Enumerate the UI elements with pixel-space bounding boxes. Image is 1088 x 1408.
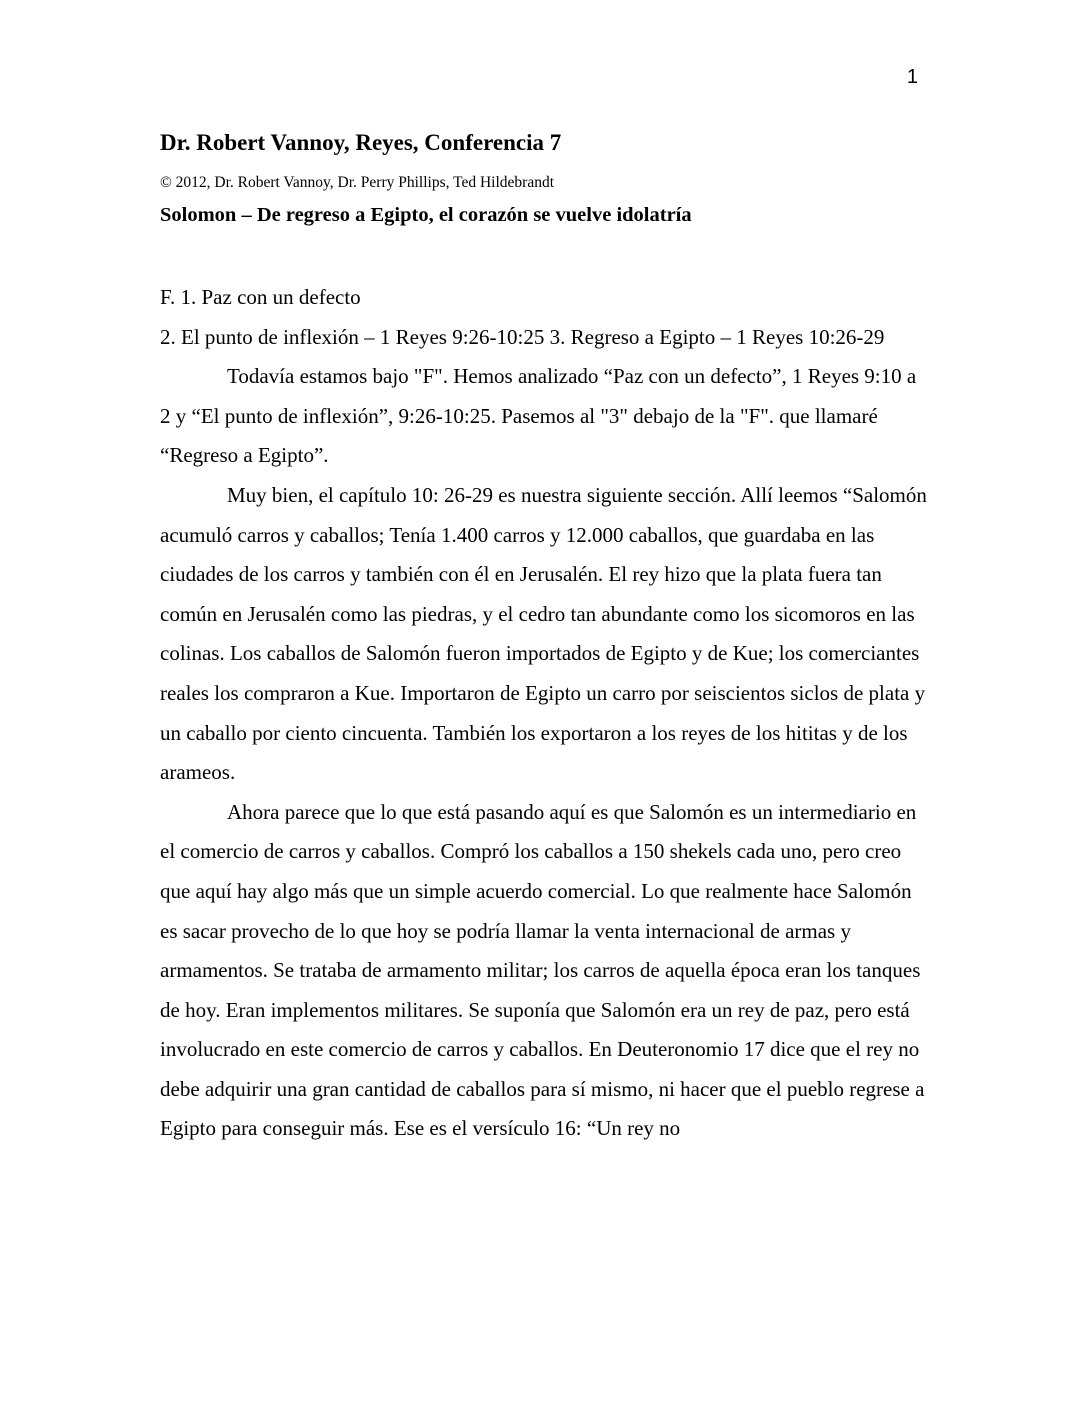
document-subtitle: Solomon – De regreso a Egipto, el corazón se vuelve idolatría (160, 204, 692, 226)
outline (160, 278, 930, 357)
copyright-line: © 2012, Dr. Robert Vannoy, Dr. Perry Phillips, Ted Hildebrandt (160, 174, 555, 191)
outline-item: F. 1. Paz con un defecto (160, 285, 361, 309)
document-title: Dr. Robert Vannoy, Reyes, Conferencia 7 (160, 130, 562, 155)
body-paragraph: Ahora parece que lo que está pasando aquí es que Salomón es un intermediario en el comercio de carros y caballos. Compró los caballos a 150 shekels cada uno, pero creo que aquí hay algo más que un simple acuerdo comercial. Lo que realmente hace Salomón es sacar provecho de lo que hoy se podría llamar la venta internacional de armas y armamentos. Se trataba de armamento militar; los carros de aquella época eran los tanques de hoy. Eran implementos militares. Se suponía que Salomón era un rey de paz, pero está involucrado en este comercio de carros y caballos. En Deuteronomio 17 dice que el rey no debe adquirir una gran cantidad de caballos para sí mismo, ni hacer que el pueblo regrese a Egipto para conseguir más. Ese es el versículo 16: “Un rey no (160, 799, 925, 1141)
page-number: 1 (906, 66, 918, 88)
body-paragraph: Muy bien, el capítulo 10: 26-29 es nuestra siguiente sección. Allí leemos “Salomón acumuló carros y caballos; Tenía 1.400 carros y 12.000 caballos, que guardaba en las ciudades de los carros y también con él en Jerusalén. El rey hizo que la plata fuera tan común en Jerusalén como las piedras, y el cedro tan abundante como los sicomoros en las colinas. Los caballos de Salomón fueron importados de Egipto y de Kue; los comerciantes reales los compraron a Kue. Importaron de Egipto un carro por seiscientos siclos de plata y un caballo por ciento cincuenta. También los exportaron a los reyes de los hititas y de los arameos. (160, 482, 927, 785)
document-body (160, 278, 930, 1149)
body-paragraph: Todavía estamos bajo "F". Hemos analizado “Paz con un defecto”, 1 Reyes 9:10 a 2 y “El punto de inflexión”, 9:26-10:25. Pasemos al "3" debajo de la "F". que llamaré “Regreso a Egipto”. (160, 364, 917, 468)
outline-item: 2. El punto de inflexión – 1 Reyes 9:26-10:25 3. Regreso a Egipto – 1 Reyes 10:26-29 (160, 324, 885, 349)
